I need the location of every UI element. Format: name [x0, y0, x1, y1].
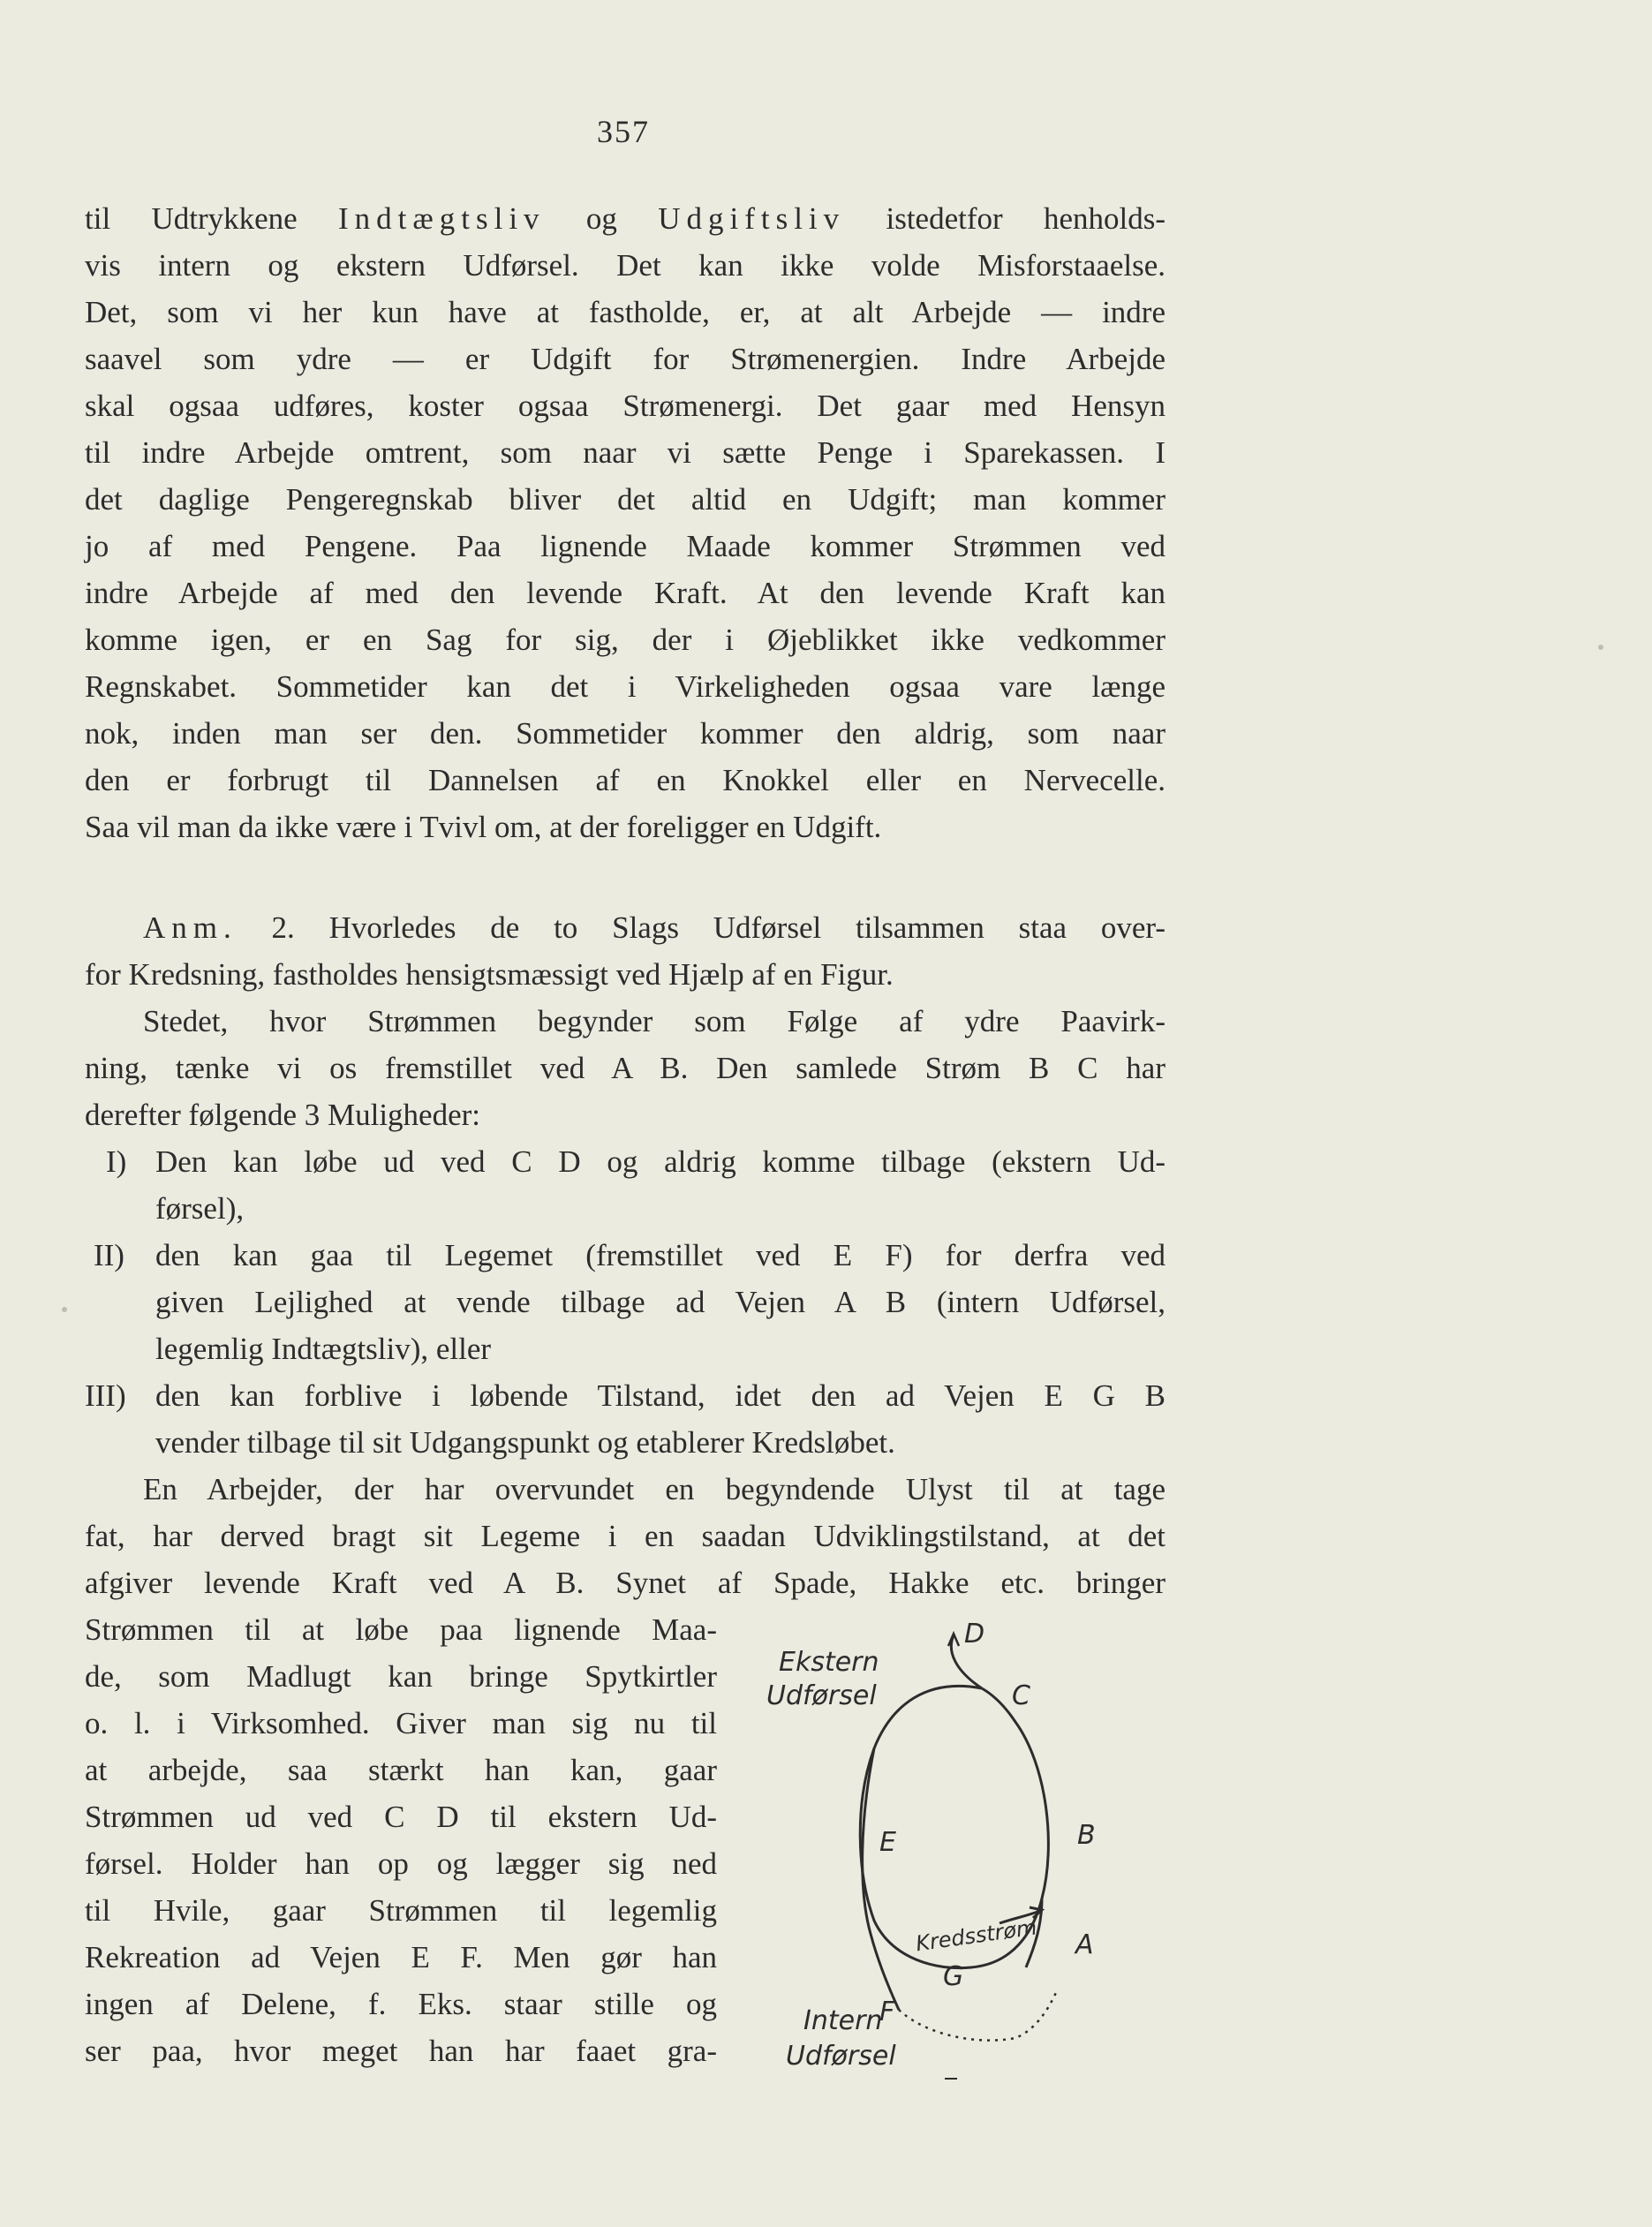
body-line: derefter følgende 3 Muligheder: [85, 1098, 481, 1132]
body-line [85, 201, 1165, 237]
label-d: D [964, 1619, 985, 1649]
body-line [143, 910, 1165, 946]
list-item-line: den kan forblive i løbende Tilstand, idet den ad Vejen E G B [155, 1378, 1165, 1413]
body-line: det daglige Pengeregnskab bliver det altid en Udgift; man kommer [85, 482, 1165, 517]
body-line: jo af med Pengene. Paa lignende Maade kommer Strømmen ved [85, 529, 1165, 563]
body-line: for Kredsning, fastholdes hensigtsmæssigt ved Hjælp af en Figur. [85, 957, 894, 992]
body-line: Strømmen ud ved C D til ekstern Ud- [85, 1800, 717, 1834]
body-line: komme igen, er en Sag for sig, der i Øjeblikket ikke vedkommer [85, 623, 1165, 657]
label-a: A [1075, 1929, 1094, 1960]
page-number: 357 [597, 114, 650, 149]
label-ekstern: Ekstern [779, 1647, 879, 1678]
label-udforsel-bottom: Udførsel [786, 2041, 896, 2072]
body-line: ingen af Delene, f. Eks. staar stille og [85, 1987, 717, 2021]
note-label: Anm. [143, 910, 238, 945]
body-line: skal ogsaa udføres, koster ogsaa Strømenergi. Det gaar med Hensyn [85, 389, 1165, 423]
arrowhead-d [948, 1634, 959, 1646]
path-ef [863, 1748, 899, 2010]
body-line: saavel som ydre — er Udgift for Strømenergien. Indre Arbejde [85, 342, 1165, 376]
body-line: Regnskabet. Sommetider kan det i Virkeligheden ogsaa vare længe [85, 669, 1165, 704]
body-line: vis intern og ekstern Udførsel. Det kan ikke volde Misforstaaelse. [85, 248, 1165, 283]
list-item-line: given Lejlighed at vende tilbage ad Vejen A B (intern Udførsel, [155, 1285, 1165, 1319]
text-span: istedetfor henholds- [845, 201, 1165, 236]
spaced-term: Udgiftsliv [658, 201, 846, 236]
body-line: til Hvile, gaar Strømmen til legemlig [85, 1893, 717, 1928]
scan-speck [1598, 645, 1603, 650]
spaced-term: Indtægtsliv [338, 201, 546, 236]
label-c: C [1012, 1680, 1030, 1711]
kredslob-figure [751, 1607, 1157, 2102]
list-item-line: førsel), [155, 1191, 245, 1226]
body-line: Saa vil man da ikke være i Tvivl om, at der foreligger en Udgift. [85, 810, 882, 844]
list-number: III) [85, 1378, 126, 1413]
body-line: de, som Madlugt kan bringe Spytkirtler [85, 1659, 717, 1694]
body-line: til indre Arbejde omtrent, som naar vi sætte Penge i Sparekassen. I [85, 435, 1165, 470]
label-kredsstrom: Kredsstrøm [914, 1914, 1038, 1957]
list-item-line: Den kan løbe ud ved C D og aldrig komme tilbage (ekstern Ud- [155, 1144, 1165, 1179]
body-line: Strømmen til at løbe paa lignende Maa- [85, 1612, 717, 1647]
list-item-line: legemlig Indtægtsliv), eller [155, 1332, 492, 1366]
text-span: 2. Hvorledes de to Slags Udførsel tilsammen staa over- [237, 910, 1165, 945]
text-span: og [545, 201, 659, 236]
body-line: afgiver levende Kraft ved A B. Synet af Spade, Hakke etc. bringer [85, 1566, 1165, 1600]
list-item-line: den kan gaa til Legemet (fremstillet ved E F) for derfra ved [155, 1238, 1165, 1272]
body-line: Det, som vi her kun have at fastholde, er, at alt Arbejde — indre [85, 295, 1165, 329]
body-line: o. l. i Virksomhed. Giver man sig nu til [85, 1706, 717, 1740]
label-g: G [943, 1961, 964, 1992]
body-line: fat, har derved bragt sit Legeme i en saadan Udviklingstilstand, at det [85, 1519, 1165, 1553]
label-e: E [879, 1827, 896, 1858]
label-intern: Intern [803, 2005, 883, 2036]
text-span: til Udtrykkene [85, 201, 339, 236]
dotted-return [899, 1989, 1058, 2041]
body-line: førsel. Holder han op og lægger sig ned [85, 1846, 717, 1881]
list-item-line: vender tilbage til sit Udgangspunkt og etablerer Kredsløbet. [155, 1425, 895, 1460]
body-line: ning, tænke vi os fremstillet ved A B. Den samlede Strøm B C har [85, 1051, 1165, 1085]
scan-speck [62, 1307, 67, 1312]
body-line: at arbejde, saa stærkt han kan, gaar [85, 1753, 717, 1787]
label-f: F [879, 1997, 895, 2027]
body-line: den er forbrugt til Dannelsen af en Knokkel eller en Nervecelle. [85, 763, 1165, 797]
label-b: B [1077, 1820, 1096, 1851]
list-number: I) [106, 1144, 127, 1179]
body-line: indre Arbejde af med den levende Kraft. At den levende Kraft kan [85, 576, 1165, 610]
label-udforsel-top: Udførsel [766, 1680, 877, 1711]
body-line: Stedet, hvor Strømmen begynder som Følge af ydre Paavirk- [143, 1004, 1165, 1038]
list-number: II) [94, 1238, 124, 1272]
body-line: En Arbejder, der har overvundet en begyndende Ulyst til at tage [143, 1472, 1165, 1506]
body-line: Rekreation ad Vejen E F. Men gør han [85, 1940, 717, 1974]
body-line: ser paa, hvor meget han har faaet gra- [85, 2034, 717, 2068]
body-line: nok, inden man ser den. Sommetider kommer den aldrig, som naar [85, 716, 1165, 751]
